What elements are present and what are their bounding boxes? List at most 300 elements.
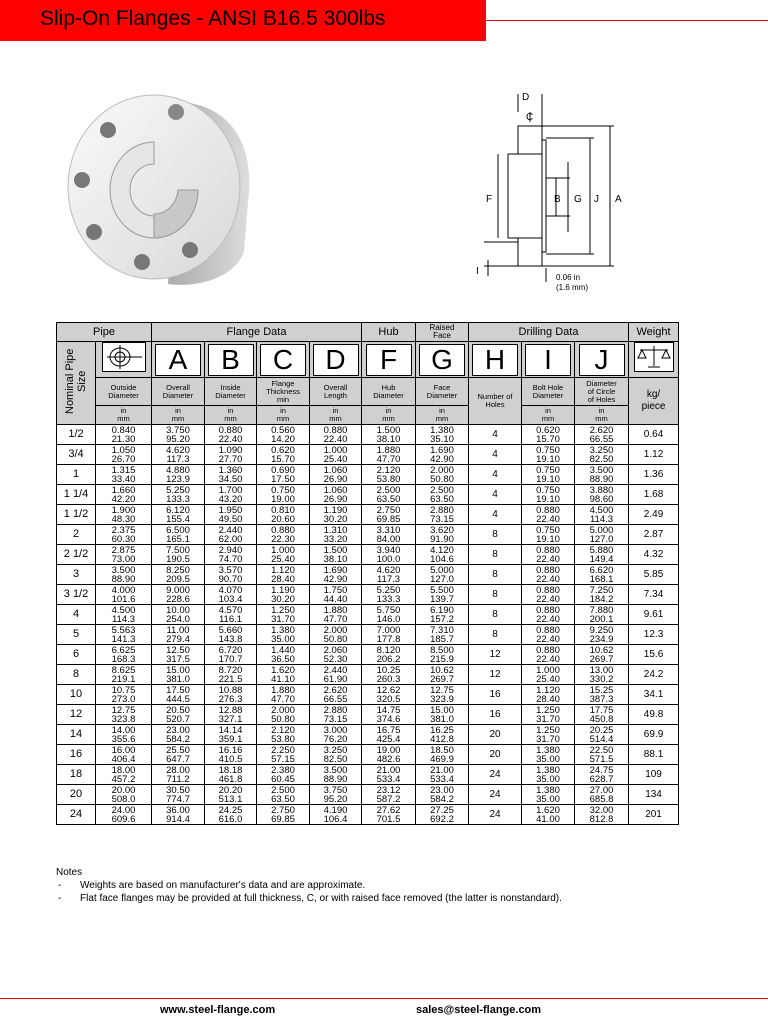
cell-circle: 2.620 66.55 bbox=[575, 425, 629, 445]
cell-ol: 3.750 95.20 bbox=[310, 785, 362, 805]
col-letter-c: C bbox=[257, 342, 310, 378]
cell-id: 4.570 116.1 bbox=[205, 605, 257, 625]
cell-od: 18.00 457.2 bbox=[96, 765, 152, 785]
cell-ov: 6.120 155.4 bbox=[152, 505, 205, 525]
table-row bbox=[57, 705, 679, 725]
nps-cell: 2 bbox=[57, 525, 96, 545]
cell-th: 2.120 53.80 bbox=[257, 725, 310, 745]
cell-bolt: 1.000 25.40 bbox=[522, 665, 575, 685]
cell-ov: 11.00 279.4 bbox=[152, 625, 205, 645]
col-letter-d: D bbox=[310, 342, 362, 378]
group-drilling: Drilling Data bbox=[469, 323, 629, 342]
table-row bbox=[57, 505, 679, 525]
cell-holes: 8 bbox=[469, 625, 522, 645]
footer-rule bbox=[0, 998, 768, 999]
cell-holes: 8 bbox=[469, 525, 522, 545]
nps-cell: 1 bbox=[57, 465, 96, 485]
cell-id: 1.950 49.50 bbox=[205, 505, 257, 525]
cell-od: 5.563 141.3 bbox=[96, 625, 152, 645]
cell-hub: 2.750 69.85 bbox=[362, 505, 416, 525]
cell-ov: 30.50 774.7 bbox=[152, 785, 205, 805]
cell-circle: 13.00 330.2 bbox=[575, 665, 629, 685]
cell-bolt: 1.380 35.00 bbox=[522, 785, 575, 805]
cell-weight: 7.34 bbox=[629, 585, 679, 605]
flange-drawing bbox=[470, 82, 640, 302]
cell-ov: 12.50 317.5 bbox=[152, 645, 205, 665]
cell-hub: 5.250 133.3 bbox=[362, 585, 416, 605]
label-b: B bbox=[554, 194, 561, 205]
cell-circle: 15.25 387.3 bbox=[575, 685, 629, 705]
drawing-note-mm: (1.6 mm) bbox=[556, 283, 588, 292]
cell-od: 10.75 273.0 bbox=[96, 685, 152, 705]
cell-circle: 10.62 269.7 bbox=[575, 645, 629, 665]
cell-ol: 1.000 25.40 bbox=[310, 445, 362, 465]
nps-cell: 10 bbox=[57, 685, 96, 705]
cell-od: 4.000 101.6 bbox=[96, 585, 152, 605]
cell-od: 1.315 33.40 bbox=[96, 465, 152, 485]
cell-holes: 4 bbox=[469, 485, 522, 505]
cell-circle: 27.00 685.8 bbox=[575, 785, 629, 805]
cell-bolt: 0.880 22.40 bbox=[522, 605, 575, 625]
cell-bolt: 0.880 22.40 bbox=[522, 625, 575, 645]
cell-circle: 7.880 200.1 bbox=[575, 605, 629, 625]
cell-face: 21.00 533.4 bbox=[416, 765, 469, 785]
cell-circle: 6.620 168.1 bbox=[575, 565, 629, 585]
footer-email[interactable]: sales@steel-flange.com bbox=[416, 1004, 542, 1016]
cell-id: 24.25 616.0 bbox=[205, 805, 257, 825]
desc-face-diameter: Face Diameter bbox=[416, 378, 469, 406]
label-g: G bbox=[574, 194, 582, 205]
cell-th: 2.250 57.15 bbox=[257, 745, 310, 765]
unit-overall-length: in mm bbox=[310, 406, 362, 425]
nps-cell: 1/2 bbox=[57, 425, 96, 445]
cell-ov: 23.00 584.2 bbox=[152, 725, 205, 745]
cell-hub: 2.500 63.50 bbox=[362, 485, 416, 505]
cell-th: 1.880 47.70 bbox=[257, 685, 310, 705]
cell-od: 8.625 219.1 bbox=[96, 665, 152, 685]
cell-th: 1.250 31.70 bbox=[257, 605, 310, 625]
cell-face: 2.000 50.80 bbox=[416, 465, 469, 485]
cell-th: 0.620 15.70 bbox=[257, 445, 310, 465]
cell-od: 24.00 609.6 bbox=[96, 805, 152, 825]
dimensions-table bbox=[56, 322, 679, 825]
cell-bolt: 0.880 22.40 bbox=[522, 505, 575, 525]
label-j: J bbox=[594, 194, 599, 205]
title-bar bbox=[0, 0, 486, 41]
cell-ov: 8.250 209.5 bbox=[152, 565, 205, 585]
cell-ol: 1.060 26.90 bbox=[310, 465, 362, 485]
cell-ol: 3.000 76.20 bbox=[310, 725, 362, 745]
table-row bbox=[57, 805, 679, 825]
desc-outside-diameter: Outside Diameter bbox=[96, 378, 152, 406]
cell-bolt: 0.750 19.10 bbox=[522, 445, 575, 465]
cell-face: 8.500 215.9 bbox=[416, 645, 469, 665]
nps-cell: 3 bbox=[57, 565, 96, 585]
cell-bolt: 0.750 19.10 bbox=[522, 485, 575, 505]
nps-cell: 1 1/4 bbox=[57, 485, 96, 505]
table-row bbox=[57, 745, 679, 765]
table-row bbox=[57, 425, 679, 445]
cell-weight: 109 bbox=[629, 765, 679, 785]
cell-ol: 1.500 38.10 bbox=[310, 545, 362, 565]
col-letter-i: I bbox=[522, 342, 575, 378]
cell-circle: 24.75 628.7 bbox=[575, 765, 629, 785]
cell-weight: 34.1 bbox=[629, 685, 679, 705]
cell-circle: 3.500 88.90 bbox=[575, 465, 629, 485]
cell-ov: 20.50 520.7 bbox=[152, 705, 205, 725]
label-i: I bbox=[476, 266, 479, 277]
cell-hub: 14.75 374.6 bbox=[362, 705, 416, 725]
nps-cell: 14 bbox=[57, 725, 96, 745]
cell-ov: 7.500 190.5 bbox=[152, 545, 205, 565]
desc-circle-of-holes: Diameter of Circle of Holes bbox=[575, 378, 629, 406]
cell-hub: 19.00 482.6 bbox=[362, 745, 416, 765]
cell-holes: 16 bbox=[469, 685, 522, 705]
unit-bolt-hole: in mm bbox=[522, 406, 575, 425]
cell-hub: 27.62 701.5 bbox=[362, 805, 416, 825]
cell-th: 1.380 35.00 bbox=[257, 625, 310, 645]
nps-cell: 20 bbox=[57, 785, 96, 805]
cell-face: 7.310 185.7 bbox=[416, 625, 469, 645]
cell-hub: 10.25 260.3 bbox=[362, 665, 416, 685]
nps-cell: 5 bbox=[57, 625, 96, 645]
cell-id: 2.940 74.70 bbox=[205, 545, 257, 565]
cell-hub: 12.62 320.5 bbox=[362, 685, 416, 705]
cell-weight: 1.68 bbox=[629, 485, 679, 505]
cell-bolt: 0.750 19.10 bbox=[522, 525, 575, 545]
label-d: D bbox=[522, 92, 530, 103]
cell-ov: 4.620 117.3 bbox=[152, 445, 205, 465]
cell-ov: 5.250 133.3 bbox=[152, 485, 205, 505]
footer-website[interactable]: www.steel-flange.com bbox=[160, 1004, 276, 1016]
cell-weight: 4.32 bbox=[629, 545, 679, 565]
cell-id: 6.720 170.7 bbox=[205, 645, 257, 665]
table-row bbox=[57, 645, 679, 665]
cell-hub: 8.120 206.2 bbox=[362, 645, 416, 665]
unit-face-diameter: in mm bbox=[416, 406, 469, 425]
cell-weight: 2.87 bbox=[629, 525, 679, 545]
cell-face: 5.500 139.7 bbox=[416, 585, 469, 605]
cell-circle: 9.250 234.9 bbox=[575, 625, 629, 645]
label-c: C bbox=[526, 112, 534, 123]
col-letter-a: A bbox=[152, 342, 205, 378]
table-row bbox=[57, 485, 679, 505]
cell-bolt: 1.120 28.40 bbox=[522, 685, 575, 705]
table-row bbox=[57, 765, 679, 785]
pipe-icon bbox=[96, 342, 152, 378]
label-a: A bbox=[615, 194, 622, 205]
cell-face: 1.380 35.10 bbox=[416, 425, 469, 445]
cell-face: 2.500 63.50 bbox=[416, 485, 469, 505]
cell-bolt: 1.380 35.00 bbox=[522, 765, 575, 785]
page-title: Slip-On Flanges - ANSI B16.5 300lbs bbox=[40, 7, 386, 30]
col-letter-j: J bbox=[575, 342, 629, 378]
cell-od: 6.625 168.3 bbox=[96, 645, 152, 665]
cell-th: 1.000 25.40 bbox=[257, 545, 310, 565]
cell-circle: 22.50 571.5 bbox=[575, 745, 629, 765]
note-item: - Weights are based on manufacturer's data and are approximate. bbox=[58, 880, 366, 891]
cell-bolt: 1.620 41.00 bbox=[522, 805, 575, 825]
desc-hub-diameter: Hub Diameter bbox=[362, 378, 416, 406]
notes-heading: Notes bbox=[56, 867, 83, 878]
cell-holes: 4 bbox=[469, 505, 522, 525]
nps-cell: 2 1/2 bbox=[57, 545, 96, 565]
cell-face: 23.00 584.2 bbox=[416, 785, 469, 805]
table-row bbox=[57, 465, 679, 485]
cell-id: 16.16 410.5 bbox=[205, 745, 257, 765]
cell-circle: 4.500 114.3 bbox=[575, 505, 629, 525]
nps-cell: 1 1/2 bbox=[57, 505, 96, 525]
cell-od: 12.75 323.8 bbox=[96, 705, 152, 725]
unit-thickness: in mm bbox=[257, 406, 310, 425]
cell-od: 4.500 114.3 bbox=[96, 605, 152, 625]
cell-holes: 8 bbox=[469, 605, 522, 625]
cell-ov: 9.000 228.6 bbox=[152, 585, 205, 605]
cell-holes: 20 bbox=[469, 725, 522, 745]
unit-hub-diameter: in mm bbox=[362, 406, 416, 425]
cell-ov: 25.50 647.7 bbox=[152, 745, 205, 765]
cell-face: 4.120 104.6 bbox=[416, 545, 469, 565]
cell-ov: 10.00 254.0 bbox=[152, 605, 205, 625]
cell-id: 10.88 276.3 bbox=[205, 685, 257, 705]
cell-ol: 2.000 50.80 bbox=[310, 625, 362, 645]
cell-id: 1.360 34.50 bbox=[205, 465, 257, 485]
cell-face: 12.75 323.9 bbox=[416, 685, 469, 705]
note-item: - Flat face flanges may be provided at full thickness, C, or with raised face removed (the latter is nonstandard). bbox=[58, 893, 562, 904]
cell-face: 2.880 73.15 bbox=[416, 505, 469, 525]
cell-id: 3.570 90.70 bbox=[205, 565, 257, 585]
cell-ol: 1.310 33.20 bbox=[310, 525, 362, 545]
table-row bbox=[57, 685, 679, 705]
cell-holes: 20 bbox=[469, 745, 522, 765]
cell-ol: 2.620 66.55 bbox=[310, 685, 362, 705]
nps-cell: 3 1/2 bbox=[57, 585, 96, 605]
cell-ol: 2.060 52.30 bbox=[310, 645, 362, 665]
desc-number-of-holes: Number of Holes bbox=[469, 378, 522, 425]
table-row bbox=[57, 585, 679, 605]
desc-overall-diameter: Overall Diameter bbox=[152, 378, 205, 406]
cell-holes: 8 bbox=[469, 565, 522, 585]
cell-holes: 4 bbox=[469, 425, 522, 445]
cell-id: 14.14 359.1 bbox=[205, 725, 257, 745]
desc-overall-length: Overall Length bbox=[310, 378, 362, 406]
cell-hub: 23.12 587.2 bbox=[362, 785, 416, 805]
nps-header: Nominal Pipe Size bbox=[57, 342, 96, 425]
cell-bolt: 0.880 22.40 bbox=[522, 585, 575, 605]
cell-id: 5.660 143.8 bbox=[205, 625, 257, 645]
group-flange: Flange Data bbox=[152, 323, 362, 342]
flange-image bbox=[58, 82, 282, 292]
cell-id: 1.700 43.20 bbox=[205, 485, 257, 505]
nps-cell: 4 bbox=[57, 605, 96, 625]
col-letter-h: H bbox=[469, 342, 522, 378]
cell-ov: 6.500 165.1 bbox=[152, 525, 205, 545]
cell-weight: 88.1 bbox=[629, 745, 679, 765]
cell-weight: 0.64 bbox=[629, 425, 679, 445]
nps-cell: 6 bbox=[57, 645, 96, 665]
cell-od: 1.900 48.30 bbox=[96, 505, 152, 525]
cell-face: 15.00 381.0 bbox=[416, 705, 469, 725]
cell-th: 2.750 69.85 bbox=[257, 805, 310, 825]
cell-holes: 4 bbox=[469, 445, 522, 465]
cell-weight: 1.12 bbox=[629, 445, 679, 465]
cell-ol: 1.190 30.20 bbox=[310, 505, 362, 525]
cell-face: 27.25 692.2 bbox=[416, 805, 469, 825]
cell-ol: 2.440 61.90 bbox=[310, 665, 362, 685]
unit-overall-diameter: in mm bbox=[152, 406, 205, 425]
cell-od: 2.875 73.00 bbox=[96, 545, 152, 565]
cell-hub: 3.940 100.0 bbox=[362, 545, 416, 565]
cell-weight: 5.85 bbox=[629, 565, 679, 585]
cell-ol: 1.060 26.90 bbox=[310, 485, 362, 505]
table-row bbox=[57, 665, 679, 685]
table-row bbox=[57, 605, 679, 625]
cell-od: 1.050 26.70 bbox=[96, 445, 152, 465]
table-row bbox=[57, 445, 679, 465]
cell-holes: 12 bbox=[469, 645, 522, 665]
cell-face: 1.690 42.90 bbox=[416, 445, 469, 465]
cell-bolt: 0.620 15.70 bbox=[522, 425, 575, 445]
cell-ol: 3.500 88.90 bbox=[310, 765, 362, 785]
cell-holes: 24 bbox=[469, 765, 522, 785]
cell-face: 6.190 157.2 bbox=[416, 605, 469, 625]
cell-id: 8.720 221.5 bbox=[205, 665, 257, 685]
nps-cell: 3/4 bbox=[57, 445, 96, 465]
cell-id: 12.88 327.1 bbox=[205, 705, 257, 725]
cell-hub: 7.000 177.8 bbox=[362, 625, 416, 645]
cell-bolt: 0.880 22.40 bbox=[522, 545, 575, 565]
unit-circle: in mm bbox=[575, 406, 629, 425]
col-letter-f: F bbox=[362, 342, 416, 378]
cell-id: 0.880 22.40 bbox=[205, 425, 257, 445]
nps-cell: 16 bbox=[57, 745, 96, 765]
cell-ol: 0.880 22.40 bbox=[310, 425, 362, 445]
cell-face: 18.50 469.9 bbox=[416, 745, 469, 765]
notes bbox=[56, 866, 562, 905]
cell-od: 1.660 42.20 bbox=[96, 485, 152, 505]
cell-hub: 4.620 117.3 bbox=[362, 565, 416, 585]
cell-od: 0.840 21.30 bbox=[96, 425, 152, 445]
cell-hub: 5.750 146.0 bbox=[362, 605, 416, 625]
cell-holes: 24 bbox=[469, 805, 522, 825]
cell-bolt: 1.380 35.00 bbox=[522, 745, 575, 765]
cell-ol: 3.250 82.50 bbox=[310, 745, 362, 765]
cell-holes: 12 bbox=[469, 665, 522, 685]
nps-cell: 8 bbox=[57, 665, 96, 685]
cell-circle: 5.000 127.0 bbox=[575, 525, 629, 545]
table-row bbox=[57, 565, 679, 585]
cell-hub: 1.500 38.10 bbox=[362, 425, 416, 445]
cell-bolt: 0.880 22.40 bbox=[522, 645, 575, 665]
cell-face: 3.620 91.90 bbox=[416, 525, 469, 545]
cell-th: 0.810 20.60 bbox=[257, 505, 310, 525]
group-raised-face: Raised Face bbox=[416, 323, 469, 342]
cell-ov: 15.00 381.0 bbox=[152, 665, 205, 685]
nps-cell: 24 bbox=[57, 805, 96, 825]
cell-id: 20.20 513.1 bbox=[205, 785, 257, 805]
cell-bolt: 1.250 31.70 bbox=[522, 705, 575, 725]
group-pipe: Pipe bbox=[57, 323, 152, 342]
desc-bolt-hole-diameter: Bolt Hole Diameter bbox=[522, 378, 575, 406]
cell-holes: 4 bbox=[469, 465, 522, 485]
cell-circle: 3.880 98.60 bbox=[575, 485, 629, 505]
cell-id: 2.440 62.00 bbox=[205, 525, 257, 545]
cell-th: 0.560 14.20 bbox=[257, 425, 310, 445]
cell-face: 10.62 269.7 bbox=[416, 665, 469, 685]
cell-holes: 8 bbox=[469, 585, 522, 605]
cell-bolt: 0.750 19.10 bbox=[522, 465, 575, 485]
cell-id: 1.090 27.70 bbox=[205, 445, 257, 465]
group-weight: Weight bbox=[629, 323, 679, 342]
cell-holes: 8 bbox=[469, 545, 522, 565]
col-letter-b: B bbox=[205, 342, 257, 378]
cell-th: 0.880 22.30 bbox=[257, 525, 310, 545]
cell-th: 0.690 17.50 bbox=[257, 465, 310, 485]
cell-weight: 201 bbox=[629, 805, 679, 825]
desc-flange-thickness: Flange Thickness min bbox=[257, 378, 310, 406]
cell-th: 2.380 60.45 bbox=[257, 765, 310, 785]
group-hub: Hub bbox=[362, 323, 416, 342]
cell-th: 1.620 41.10 bbox=[257, 665, 310, 685]
cell-hub: 3.310 84.00 bbox=[362, 525, 416, 545]
table-row bbox=[57, 785, 679, 805]
cell-hub: 16.75 425.4 bbox=[362, 725, 416, 745]
drawing-note-in: 0.06 in bbox=[556, 273, 581, 282]
cell-th: 1.440 36.50 bbox=[257, 645, 310, 665]
weight-unit: kg/ piece bbox=[629, 378, 679, 425]
cell-face: 16.25 412.8 bbox=[416, 725, 469, 745]
cell-th: 1.120 28.40 bbox=[257, 565, 310, 585]
cell-circle: 5.880 149.4 bbox=[575, 545, 629, 565]
cell-ol: 2.880 73.15 bbox=[310, 705, 362, 725]
cell-th: 2.500 63.50 bbox=[257, 785, 310, 805]
cell-id: 4.070 103.4 bbox=[205, 585, 257, 605]
cell-circle: 20.25 514.4 bbox=[575, 725, 629, 745]
cell-od: 20.00 508.0 bbox=[96, 785, 152, 805]
col-letter-g: G bbox=[416, 342, 469, 378]
cell-bolt: 1.250 31.70 bbox=[522, 725, 575, 745]
cell-od: 16.00 406.4 bbox=[96, 745, 152, 765]
cell-ov: 4.880 123.9 bbox=[152, 465, 205, 485]
cell-hub: 1.880 47.70 bbox=[362, 445, 416, 465]
cell-holes: 16 bbox=[469, 705, 522, 725]
label-f: F bbox=[486, 194, 493, 205]
table-row bbox=[57, 625, 679, 645]
cell-th: 0.750 19.00 bbox=[257, 485, 310, 505]
cell-weight: 24.2 bbox=[629, 665, 679, 685]
cell-th: 1.190 30.20 bbox=[257, 585, 310, 605]
cell-circle: 32.00 812.8 bbox=[575, 805, 629, 825]
cell-th: 2.000 50.80 bbox=[257, 705, 310, 725]
nps-cell: 18 bbox=[57, 765, 96, 785]
cell-hub: 2.120 53.80 bbox=[362, 465, 416, 485]
cell-ov: 36.00 914.4 bbox=[152, 805, 205, 825]
cell-ov: 28.00 711.2 bbox=[152, 765, 205, 785]
unit-inside-diameter: in mm bbox=[205, 406, 257, 425]
cell-weight: 134 bbox=[629, 785, 679, 805]
cell-circle: 7.250 184.2 bbox=[575, 585, 629, 605]
cell-ov: 3.750 95.20 bbox=[152, 425, 205, 445]
cell-bolt: 0.880 22.40 bbox=[522, 565, 575, 585]
table-row bbox=[57, 525, 679, 545]
cell-ol: 1.880 47.70 bbox=[310, 605, 362, 625]
cell-od: 3.500 88.90 bbox=[96, 565, 152, 585]
cell-weight: 2.49 bbox=[629, 505, 679, 525]
cell-weight: 9.61 bbox=[629, 605, 679, 625]
cell-face: 5.000 127.0 bbox=[416, 565, 469, 585]
scale-icon bbox=[629, 342, 679, 378]
title-rule bbox=[486, 20, 768, 21]
